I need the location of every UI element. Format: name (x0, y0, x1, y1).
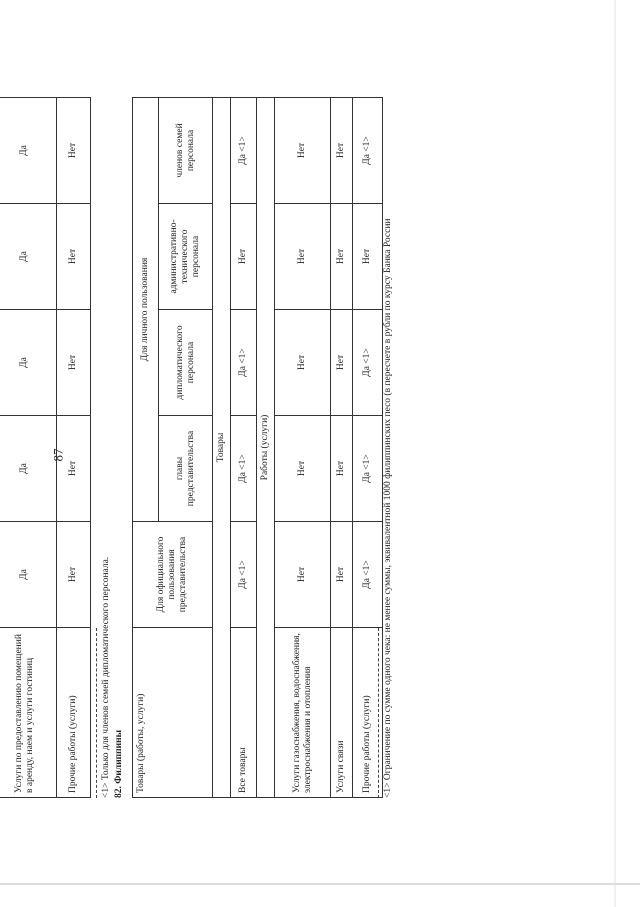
cell: Нет (57, 416, 91, 522)
row-label: Услуги газоснабжения, водоснабжения, электроснабжения и отопления (275, 628, 331, 798)
cell: Нет (275, 310, 331, 416)
cell: Нет (331, 310, 353, 416)
footnote-1 (96, 98, 112, 798)
cell: Да (0, 310, 57, 416)
cell: Да <1> (353, 416, 383, 522)
section-works: Работы (услуги) (257, 97, 275, 797)
cell: Да <1> (353, 522, 383, 628)
section-goods: Товары (213, 97, 231, 797)
section-row (213, 97, 231, 797)
cell: Нет (57, 98, 91, 204)
header-admin-tech: административно-технического персонала (159, 204, 213, 310)
cell: Да <1> (231, 97, 257, 203)
cell: Нет (275, 522, 331, 628)
cell: Нет (331, 204, 353, 310)
footnote-rule (378, 628, 379, 798)
rotated-page-content (0, 38, 430, 858)
header-family: членов семей персонала (159, 97, 213, 203)
cell: Нет (275, 204, 331, 310)
cell: Нет (275, 416, 331, 522)
header-official-use: Для официального пользования представительства (133, 522, 213, 628)
footnote-rule (96, 628, 97, 798)
row-label: Услуги связи (331, 628, 353, 798)
row-label: Прочие работы (услуги) (353, 628, 383, 798)
row-label: Прочие работы (услуги) (57, 628, 91, 798)
cell: Да <1> (353, 310, 383, 416)
cell: Да (0, 522, 57, 628)
row-label: Услуги по предоставлению помещений в аренду, наем и услуги гостиниц (0, 628, 57, 798)
table-continued (0, 97, 91, 798)
cell: Нет (353, 204, 383, 310)
table-row (331, 97, 353, 797)
cell: Нет (57, 522, 91, 628)
cell: Нет (57, 204, 91, 310)
cell: Нет (57, 310, 91, 416)
section-title: 82. Филиппины (114, 730, 124, 798)
footnote-2-text: <1> Ограничение по сумме одного чека: не менее суммы, эквивалентной 1000 филиппинских песо (в пересчете в рубли по курсу Банка России (383, 218, 393, 798)
cell: Да (0, 204, 57, 310)
cell: Нет (331, 97, 353, 203)
cell: Да (0, 98, 57, 204)
table-row (275, 97, 331, 797)
cell: Нет (275, 97, 331, 203)
cell: Да (0, 416, 57, 522)
header-heads: главы представительства (159, 416, 213, 522)
cell: Да <1> (231, 310, 257, 416)
header-personal-use: Для личного пользования (133, 97, 159, 521)
row-label: Все товары (231, 628, 257, 798)
cell: Нет (331, 522, 353, 628)
cell: Нет (231, 204, 257, 310)
table-philippines (132, 97, 383, 798)
cell: Да <1> (353, 97, 383, 203)
footnote-2 (378, 78, 394, 798)
header-diplomatic: дипломатического персонала (159, 310, 213, 416)
table-row (0, 98, 57, 798)
page-number-text: 87 (50, 448, 65, 462)
table-row (231, 97, 257, 797)
table-row (57, 98, 91, 798)
cell: Нет (331, 416, 353, 522)
header-row (133, 97, 159, 797)
header-goods: Товары (работы, услуги) (133, 628, 213, 798)
cell: Да <1> (231, 522, 257, 628)
section-row (257, 97, 275, 797)
cell: Да <1> (231, 416, 257, 522)
footnote-1-text: <1> Только для членов семей дипломатического персонала. (101, 556, 111, 798)
